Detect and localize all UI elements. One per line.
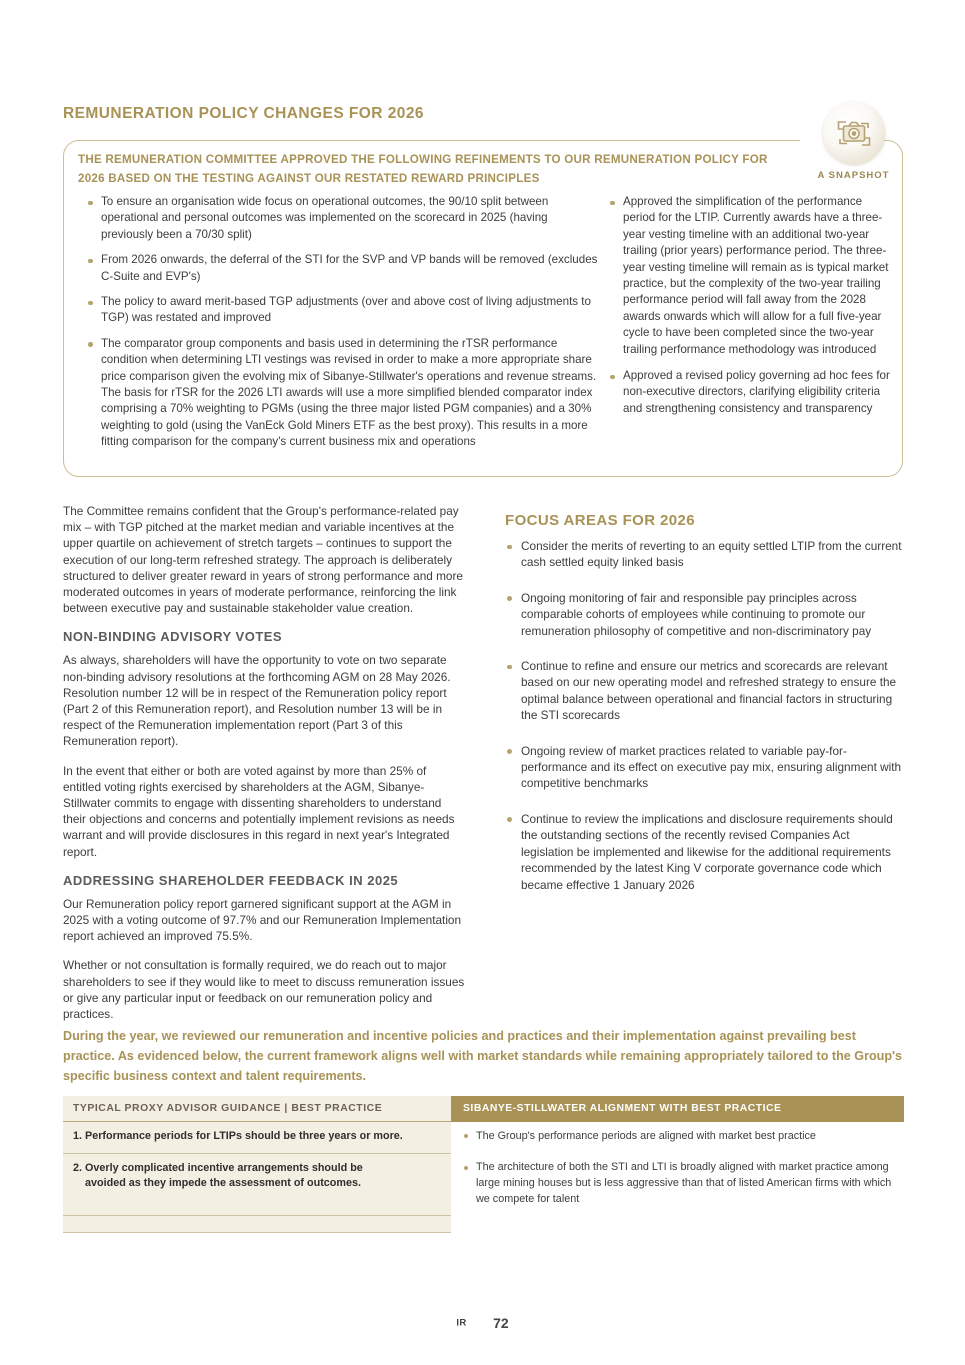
list-item <box>86 252 598 285</box>
column-header-guidance: TYPICAL PROXY ADVISOR GUIDANCE | BEST PRACTICE <box>63 1096 451 1122</box>
table-header-row <box>63 1096 904 1122</box>
bullet-text: The policy to award merit-based TGP adjustments (over and above cost of living adjustments to TGP) was restated and improved <box>101 295 591 325</box>
snapshot-label: A SNAPSHOT <box>817 170 890 181</box>
policy-box-left-column <box>86 194 598 460</box>
list-item <box>505 743 903 792</box>
bullet-text: The Group's performance periods are aligned with market best practice <box>476 1129 816 1142</box>
focus-areas-bullet-list <box>505 538 903 893</box>
cell-alignment-2 <box>451 1153 904 1215</box>
intro-paragraph: The Committee remains confident that the Group's performance-related pay mix – with TGP pitched at the market median and variable incentives at the upper quartile on achievement of stretch targets – continues to support the execution of our long-term refreshed strategy. The approach is deliberately structured to deliver greater reward in years of strong performance and more moderated outcomes in years of moderate performance, reinforcing the link between executive pay and sustainable stakeholder value creation. <box>63 504 463 616</box>
table-row-spacer <box>63 1215 904 1232</box>
column-header-alignment: SIBANYE-STILLWATER ALIGNMENT WITH BEST PRACTICE <box>451 1096 904 1122</box>
bullet-text: Consider the merits of reverting to an equity settled LTIP from the current cash settled equity linked basis <box>521 539 902 570</box>
focus-areas-column <box>505 512 903 912</box>
table-row <box>63 1153 904 1215</box>
votes-paragraph-2: In the event that either or both are voted against by more than 25% of entitled voting rights exercised by shareholders at the AGM, Sibanye-Stillwater commits to engage with dissenting shareholders to understand their objections and concerns and potentially implement revisions as needs warrant and will provide disclosures in this regard in next year's Integrated report. <box>63 763 455 859</box>
cell-spacer-right <box>451 1215 904 1232</box>
cell-spacer-left <box>63 1215 451 1232</box>
bullet-text: The architecture of both the STI and LTI is broadly aligned with market practice among large mining houses but is less aggressive than that of listed American firms with which we compete for talent <box>476 1161 892 1205</box>
gold-statement-paragraph: During the year, we reviewed our remuneration and incentive policies and practices and their implementation against prevailing best practice. As evidenced below, the current framework aligns well with market standards while remaining appropriately tailored to the Group's specific business context and talent requirements. <box>63 1029 903 1084</box>
page-number: 72 <box>493 1314 509 1331</box>
bullet-text: To ensure an organisation wide focus on operational outcomes, the 90/10 split between operational and personal outcomes was implemented on the scorecard in 2025 (having previously been a 70/30 split) <box>101 195 549 241</box>
list-item <box>608 194 890 358</box>
feedback-paragraph-2: Whether or not consultation is formally required, we do reach out to major shareholders to see if they would like to meet to discuss remuneration issues or give any particular input or feedback on our remuneration policy and practices. <box>63 958 465 1022</box>
cell-guidance-2-line2: avoided as they impede the assessment of outcomes. <box>85 1177 362 1189</box>
heading-non-binding-advisory-votes: NON-BINDING ADVISORY VOTES <box>63 629 283 645</box>
bullet-text: From 2026 onwards, the deferral of the STI for the SVP and VP bands will be removed (excludes C-Suite and EVP's) <box>101 253 598 283</box>
bullet-text: Continue to refine and ensure our metrics and scorecards are relevant based on our new operating model and refreshed strategy to ensure the optimal balance between operational and financial factors in structuring the STI scorecards <box>521 659 897 723</box>
bullet-text: Ongoing monitoring of fair and responsible pay principles across comparable cohorts of employees while continuing to promote our remuneration philosophy of competitive and non-discriminatory pay <box>521 590 872 638</box>
list-item <box>463 1160 896 1207</box>
policy-box-heading: THE REMUNERATION COMMITTEE APPROVED THE FOLLOWING REFINEMENTS TO OUR REMUNERATION POLICY FOR 2026 BASED ON THE TESTING AGAINST OUR RESTATED REWARD PRINCIPLES <box>78 153 768 185</box>
table-row <box>63 1122 904 1154</box>
heading-focus-areas: FOCUS AREAS FOR 2026 <box>505 512 695 529</box>
camera-icon <box>823 102 885 164</box>
bullet-text: Approved a revised policy governing ad hoc fees for non-executive directors, clarifying eligibility criteria and strengthening consistency and transparency <box>623 369 890 415</box>
bullet-text: The comparator group components and basis used in determining the rTSR performance condition when determining LTI vestings was revised in order to make a more appropriate share price comparison given the evolving mix of Sibanye-Stillwater's operations and revenue streams. The basis for rTSR for the 2026 LTI awards will use a more simplified blended comparator index comprising a 70% weighting to PGMs (using the three major listed PGM companies) and a 30% weighting to gold (using the VanEck Gold Miners ETF as the best proxy). This results in a more fitting comparison for the company's current business mix and operations <box>101 336 597 449</box>
policy-right-bullet-list <box>608 194 890 417</box>
best-practice-comparison-table <box>63 1096 904 1233</box>
feedback-paragraph-1: Our Remuneration policy report garnered significant support at the AGM in 2025 with a voting outcome of 97.7% and our Remuneration Implementation report achieved an improved 75.5%. <box>63 896 462 944</box>
list-item <box>86 336 598 451</box>
list-item <box>505 538 903 571</box>
alignment-bullet-list-2 <box>463 1160 896 1207</box>
list-item <box>608 368 890 417</box>
footer-report-code: IR <box>456 1317 467 1329</box>
snapshot-badge <box>806 102 901 181</box>
votes-paragraph-1: As always, shareholders will have the opportunity to vote on two separate non-binding advisory resolutions at the forthcoming AGM on 28 May 2026. Resolution number 12 will be in respect of the Remuneration policy report (Part 2 of this Remuneration report), and Resolution number 13 will be in respect of the Remuneration implementation report (Part 3 of this Remuneration report). <box>63 653 451 749</box>
left-content-column <box>63 503 467 1035</box>
list-item <box>463 1129 896 1145</box>
bullet-text: Ongoing review of market practices related to variable pay-for-performance and its effect on executive pay mix, ensuring alignment with competitive benchmarks <box>521 743 902 791</box>
list-item <box>86 194 598 243</box>
page-footer <box>0 1314 965 1332</box>
list-item <box>86 294 598 327</box>
list-item <box>505 590 903 639</box>
cell-alignment-1 <box>451 1122 904 1154</box>
page-title: REMUNERATION POLICY CHANGES FOR 2026 <box>63 105 424 122</box>
alignment-bullet-list-1 <box>463 1129 896 1145</box>
list-item <box>505 658 903 724</box>
policy-left-bullet-list <box>86 194 598 451</box>
cell-guidance-2-line1: 2. Overly complicated incentive arrangements should be <box>73 1161 363 1174</box>
policy-box-right-column <box>608 194 890 427</box>
bullet-text: Continue to review the implications and disclosure requirements should the outstanding sections of the recently revised Companies Act legislation be implemented and likewise for the additional requirements recommended by the latest King V corporate governance code which became effective 1 January 2026 <box>521 811 893 892</box>
cell-guidance-1: 1. Performance periods for LTIPs should be three years or more. <box>63 1122 451 1154</box>
bullet-text: Approved the simplification of the performance period for the LTIP. Currently awards have a three-year vesting timeline with an additional two-year trailing (prior years) performance period. The three-year vesting timeline will remain as is typical market practice, but the complexity of the two-year trailing performance period will fall away from the 2028 awards onwards which will allow for a full five-year cycle to have been completed since the two-year trailing performance methodology was introduced <box>623 195 889 356</box>
heading-addressing-shareholder-feedback: ADDRESSING SHAREHOLDER FEEDBACK IN 2025 <box>63 872 399 888</box>
cell-guidance-2 <box>63 1153 451 1215</box>
list-item <box>505 811 903 893</box>
